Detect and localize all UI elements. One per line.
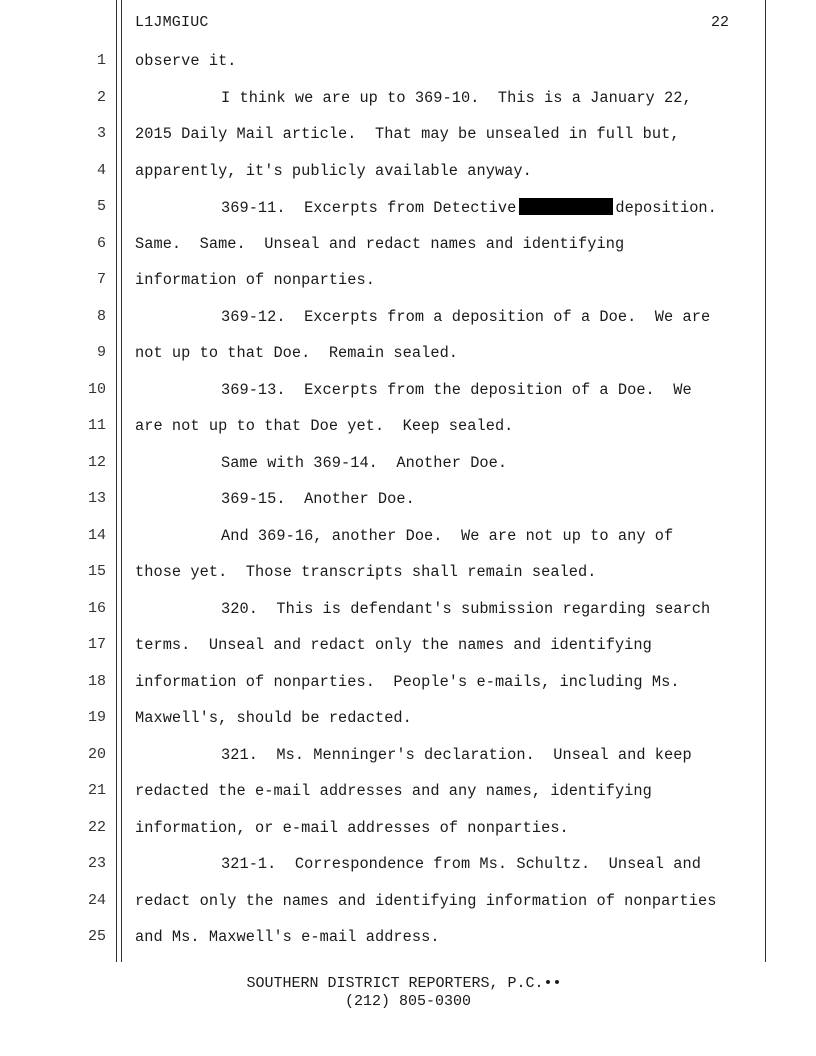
line-number: 21 — [87, 782, 106, 799]
line-text: not up to that Doe. Remain sealed. — [135, 344, 459, 362]
transcript-line — [0, 482, 816, 519]
line-text: I think we are up to 369-10. This is a January 22, — [221, 88, 692, 107]
line-text: information of nonparties. People's e-mails, including Ms. — [135, 672, 680, 691]
line-number: 19 — [87, 709, 106, 726]
line-text: and Ms. Maxwell's e-mail address. — [135, 928, 440, 946]
line-number: 13 — [87, 490, 106, 507]
line-number: 18 — [87, 672, 106, 690]
line-text: 321. Ms. Menninger's declaration. Unseal and keep — [221, 745, 692, 764]
footer-phone: (212) 805-0300 — [344, 993, 472, 1010]
line-text: those yet. Those transcripts shall remain sealed. — [135, 563, 597, 581]
line-number: 9 — [96, 344, 106, 361]
line-number: 11 — [87, 417, 106, 434]
transcript-line — [0, 811, 816, 848]
line-number: 8 — [96, 307, 106, 325]
transcript-line — [0, 701, 816, 738]
transcript-line — [0, 263, 816, 300]
transcript-line — [0, 519, 816, 556]
line-number: 5 — [96, 198, 106, 215]
line-number: 25 — [87, 928, 106, 945]
footer-reporter: SOUTHERN DISTRICT REPORTERS, P.C.•• — [246, 975, 562, 992]
line-number: 15 — [87, 563, 106, 580]
line-number: 4 — [96, 161, 106, 179]
line-text-before-redaction: 369-11. Excerpts from Detective — [221, 199, 517, 217]
page-number: 22 — [711, 14, 730, 31]
transcript-line — [0, 738, 816, 775]
line-text-after-redaction: deposition. — [615, 199, 717, 217]
transcript-line — [0, 628, 816, 665]
line-text: information, or e-mail addresses of nonparties. — [135, 818, 569, 837]
line-number: 3 — [96, 125, 106, 142]
transcript-line — [0, 409, 816, 446]
line-text: Maxwell's, should be redacted. — [135, 709, 412, 727]
line-text: And 369-16, another Doe. We are not up to any of — [221, 526, 674, 545]
line-text: Same with 369-14. Another Doe. — [221, 453, 508, 472]
transcript-line — [0, 190, 816, 227]
line-text: are not up to that Doe yet. Keep sealed. — [135, 417, 514, 435]
line-number: 7 — [96, 271, 106, 288]
transcript-line — [0, 446, 816, 483]
line-number: 24 — [87, 891, 106, 909]
line-text: apparently, it's publicly available anyway. — [135, 161, 532, 180]
line-number: 6 — [96, 234, 106, 252]
line-text: information of nonparties. — [135, 271, 375, 289]
transcript-line — [0, 154, 816, 191]
line-number: 14 — [87, 526, 106, 544]
transcript-line — [0, 300, 816, 337]
transcript-line — [0, 117, 816, 154]
line-number: 1 — [96, 52, 106, 69]
transcript-line — [0, 227, 816, 264]
transcript-line — [0, 884, 816, 921]
line-text: Same. Same. Unseal and redact names and identifying — [135, 234, 625, 253]
line-text: 369-12. Excerpts from a deposition of a Doe. We are — [221, 307, 711, 326]
transcript-line — [0, 665, 816, 702]
line-text: 2015 Daily Mail article. That may be unsealed in full but, — [135, 125, 680, 143]
line-number: 10 — [87, 380, 106, 398]
transcript-line — [0, 592, 816, 629]
line-number: 17 — [87, 636, 106, 653]
line-text: terms. Unseal and redact only the names and identifying — [135, 636, 652, 654]
line-text — [221, 198, 717, 217]
line-number: 16 — [87, 599, 106, 617]
transcript-line — [0, 847, 816, 884]
line-text: redacted the e-mail addresses and any names, identifying — [135, 782, 652, 800]
line-text: 369-13. Excerpts from the deposition of a Doe. We — [221, 380, 692, 399]
line-number: 22 — [87, 818, 106, 836]
line-number: 20 — [87, 745, 106, 763]
case-code: L1JMGIUC — [135, 14, 209, 31]
line-text: observe it. — [135, 52, 237, 70]
line-number: 2 — [96, 88, 106, 106]
transcript-line — [0, 774, 816, 811]
line-text: 321-1. Correspondence from Ms. Schultz. Unseal and — [221, 855, 701, 873]
transcript-line — [0, 920, 816, 957]
redaction-box — [519, 198, 613, 215]
line-text: 369-15. Another Doe. — [221, 490, 415, 508]
line-text: 320. This is defendant's submission regarding search — [221, 599, 711, 618]
line-number: 23 — [87, 855, 106, 872]
transcript-line — [0, 336, 816, 373]
line-number: 12 — [87, 453, 106, 471]
transcript-line — [0, 373, 816, 410]
transcript-line — [0, 44, 816, 81]
line-text: redact only the names and identifying information of nonparties — [135, 891, 717, 910]
transcript-line — [0, 81, 816, 118]
transcript-line — [0, 555, 816, 592]
